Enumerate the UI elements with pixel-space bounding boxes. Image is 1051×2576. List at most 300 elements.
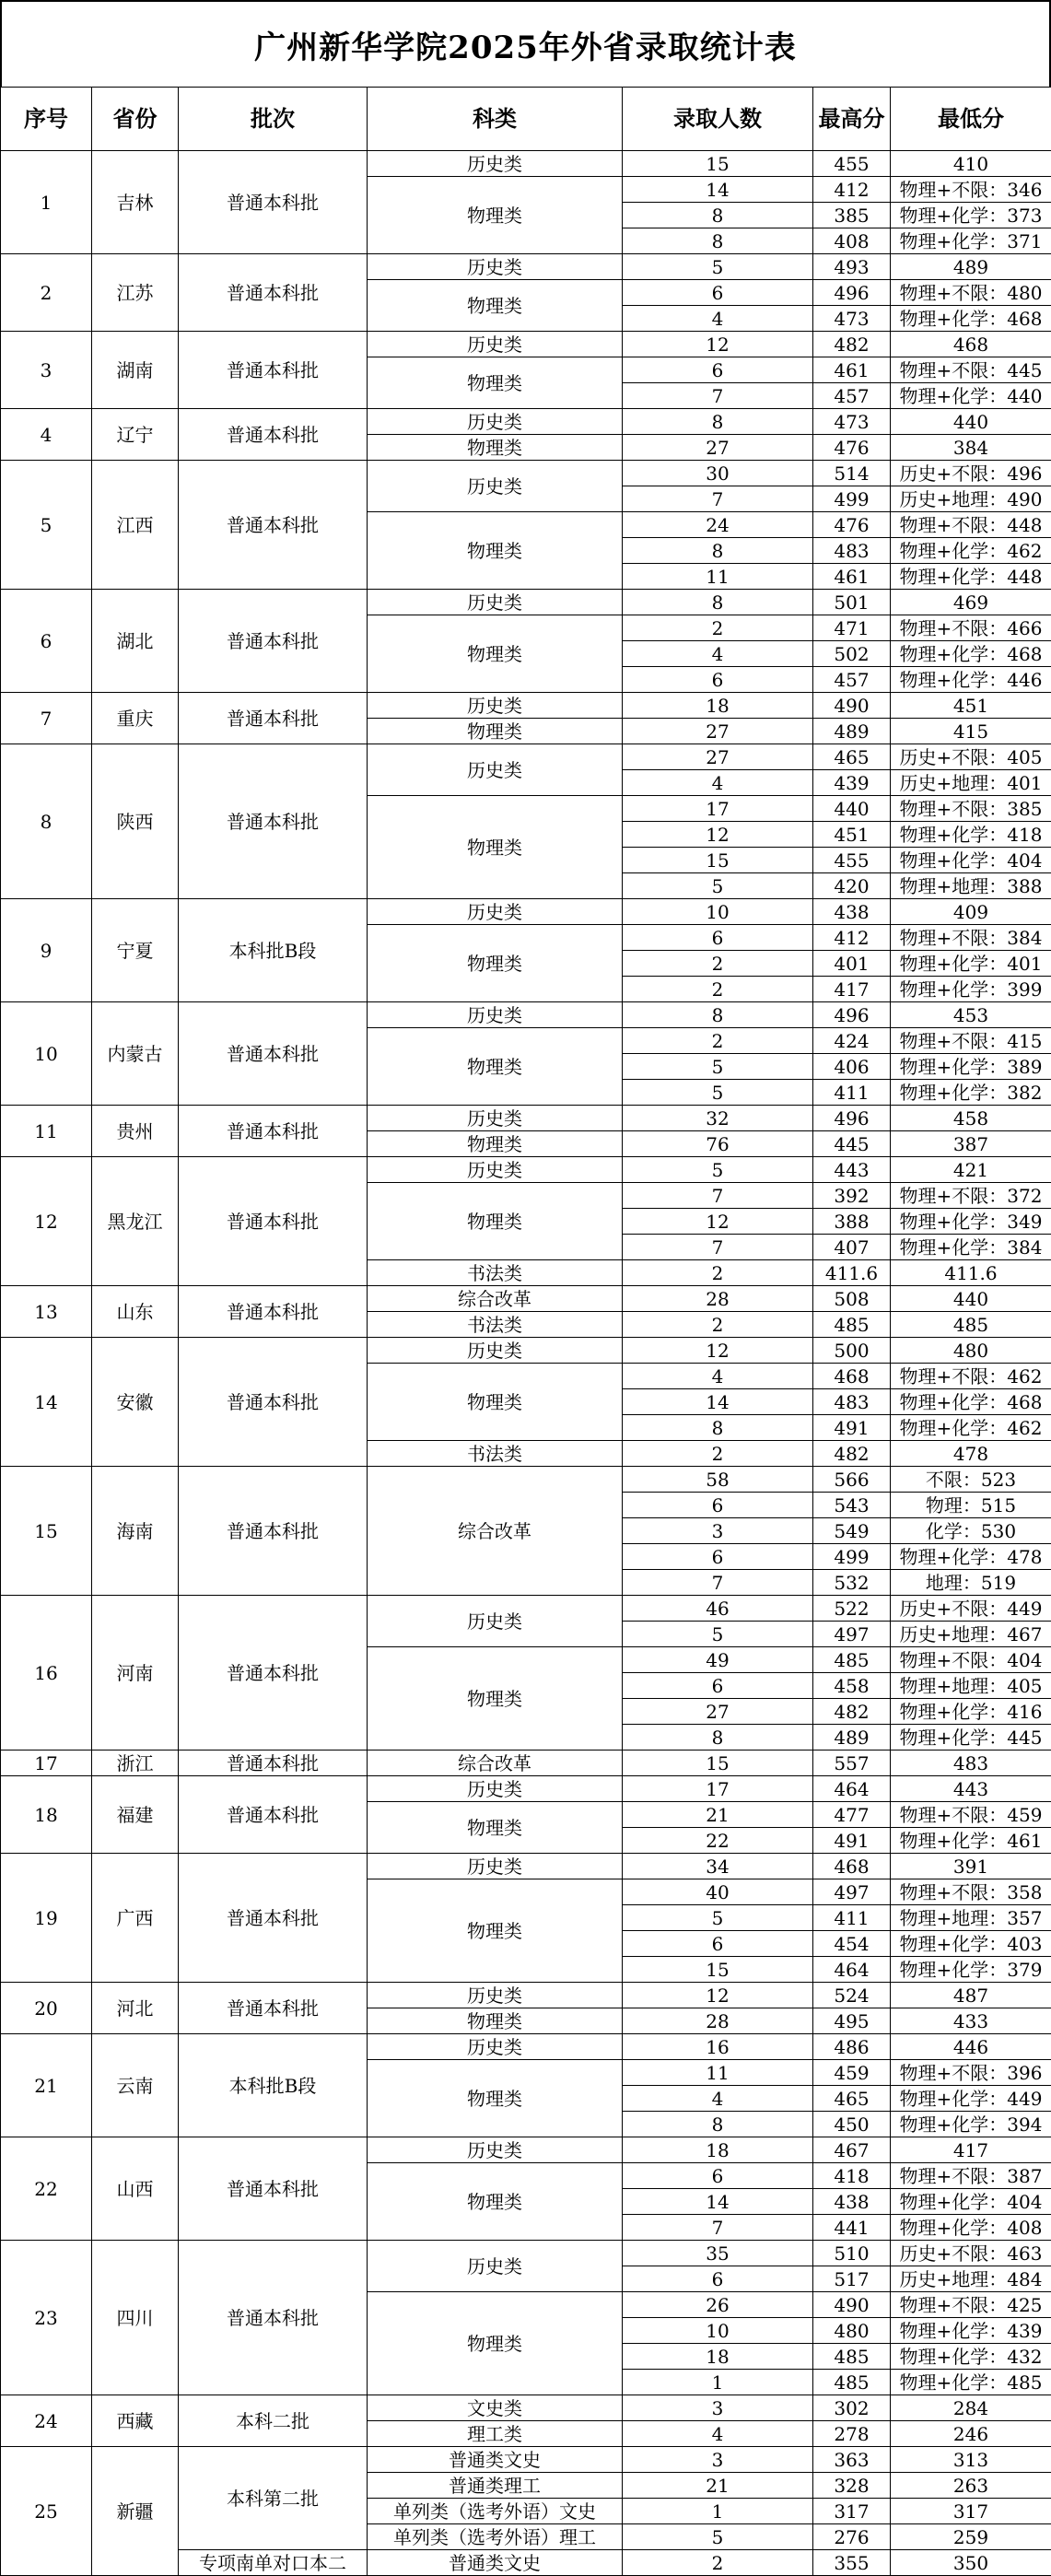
- table-row: [1, 2241, 1051, 2266]
- min-score-cell: 物理+不限：387: [891, 2163, 1051, 2189]
- min-score-cell: 480: [891, 1338, 1051, 1364]
- max-score-cell: 445: [813, 1131, 891, 1157]
- min-score-cell: 物理+化学：389: [891, 1054, 1051, 1080]
- count-cell: 8: [623, 590, 813, 615]
- max-score-cell: 468: [813, 1854, 891, 1879]
- min-score-cell: 物理+化学：394: [891, 2112, 1051, 2137]
- subject-cell: 物理类: [368, 925, 623, 1002]
- count-cell: 7: [623, 383, 813, 409]
- max-score-cell: 501: [813, 590, 891, 615]
- count-cell: 5: [623, 1054, 813, 1080]
- table-row: [1, 1596, 1051, 1622]
- count-cell: 35: [623, 2241, 813, 2266]
- batch-name: 普通本科批: [179, 1751, 368, 1776]
- table-row: [1, 899, 1051, 925]
- min-score-cell: 487: [891, 1983, 1051, 2008]
- subject-cell: 单列类（选考外语）文史: [368, 2499, 623, 2524]
- min-score-cell: 物理+不限：404: [891, 1647, 1051, 1673]
- count-cell: 18: [623, 2344, 813, 2370]
- count-cell: 4: [623, 641, 813, 667]
- max-score-cell: 417: [813, 977, 891, 1002]
- subject-cell: 历史类: [368, 693, 623, 719]
- count-cell: 2: [623, 1028, 813, 1054]
- subject-cell: 书法类: [368, 1441, 623, 1467]
- row-number: 3: [1, 332, 92, 409]
- max-score-cell: 499: [813, 1544, 891, 1570]
- count-cell: 27: [623, 744, 813, 770]
- table-row: [1, 1751, 1051, 1776]
- row-number: 1: [1, 151, 92, 254]
- max-score-cell: 496: [813, 1106, 891, 1131]
- max-score-cell: 497: [813, 1879, 891, 1905]
- max-score-cell: 411: [813, 1905, 891, 1931]
- min-score-cell: 物理+化学：449: [891, 2086, 1051, 2112]
- subject-cell: 物理类: [368, 1028, 623, 1106]
- max-score-cell: 485: [813, 1312, 891, 1338]
- subject-cell: 综合改革: [368, 1286, 623, 1312]
- max-score-cell: 411.6: [813, 1260, 891, 1286]
- min-score-cell: 物理+地理：357: [891, 1905, 1051, 1931]
- header-no: 序号: [1, 88, 92, 151]
- min-score-cell: 物理+化学：416: [891, 1699, 1051, 1725]
- count-cell: 24: [623, 512, 813, 538]
- row-number: 24: [1, 2395, 92, 2447]
- province-name: 湖北: [92, 590, 179, 693]
- count-cell: 28: [623, 2008, 813, 2034]
- min-score-cell: 478: [891, 1441, 1051, 1467]
- count-cell: 1: [623, 2370, 813, 2395]
- subject-cell: 普通类文史: [368, 2447, 623, 2473]
- max-score-cell: 455: [813, 151, 891, 177]
- count-cell: 27: [623, 1699, 813, 1725]
- min-score-cell: 246: [891, 2421, 1051, 2447]
- header-min-score: 最低分: [891, 88, 1051, 151]
- max-score-cell: 461: [813, 357, 891, 383]
- row-number: 17: [1, 1751, 92, 1776]
- table-row: [1, 1106, 1051, 1131]
- count-cell: 11: [623, 2060, 813, 2086]
- count-cell: 4: [623, 306, 813, 332]
- max-score-cell: 407: [813, 1235, 891, 1260]
- count-cell: 2: [623, 615, 813, 641]
- min-score-cell: 489: [891, 254, 1051, 280]
- subject-cell: 物理类: [368, 2163, 623, 2241]
- max-score-cell: 482: [813, 332, 891, 357]
- subject-cell: 物理类: [368, 615, 623, 693]
- max-score-cell: 355: [813, 2550, 891, 2576]
- count-cell: 26: [623, 2292, 813, 2318]
- count-cell: 76: [623, 1131, 813, 1157]
- subject-cell: 物理类: [368, 177, 623, 254]
- table-row: [1, 1286, 1051, 1312]
- min-score-cell: 物理+化学：373: [891, 203, 1051, 228]
- count-cell: 4: [623, 770, 813, 796]
- table-row: [1, 1854, 1051, 1879]
- max-score-cell: 418: [813, 2163, 891, 2189]
- count-cell: 8: [623, 1415, 813, 1441]
- header-subject: 科类: [368, 88, 623, 151]
- min-score-cell: 历史+地理：401: [891, 770, 1051, 796]
- batch-name: 普通本科批: [179, 254, 368, 332]
- count-cell: 7: [623, 1235, 813, 1260]
- subject-cell: 物理类: [368, 2060, 623, 2137]
- count-cell: 8: [623, 203, 813, 228]
- min-score-cell: 物理+不限：445: [891, 357, 1051, 383]
- min-score-cell: 313: [891, 2447, 1051, 2473]
- max-score-cell: 485: [813, 2370, 891, 2395]
- max-score-cell: 476: [813, 512, 891, 538]
- row-number: 5: [1, 461, 92, 590]
- max-score-cell: 566: [813, 1467, 891, 1493]
- province-name: 新疆: [92, 2447, 179, 2576]
- batch-name: 普通本科批: [179, 1157, 368, 1286]
- max-score-cell: 495: [813, 2008, 891, 2034]
- subject-cell: 书法类: [368, 1312, 623, 1338]
- subject-cell: 历史类: [368, 1776, 623, 1802]
- min-score-cell: 物理+化学：462: [891, 538, 1051, 564]
- count-cell: 49: [623, 1647, 813, 1673]
- count-cell: 2: [623, 951, 813, 977]
- min-score-cell: 历史+地理：490: [891, 486, 1051, 512]
- max-score-cell: 441: [813, 2215, 891, 2241]
- count-cell: 30: [623, 461, 813, 486]
- count-cell: 12: [623, 1209, 813, 1235]
- count-cell: 6: [623, 357, 813, 383]
- subject-cell: 物理类: [368, 719, 623, 744]
- max-score-cell: 471: [813, 615, 891, 641]
- max-score-cell: 420: [813, 873, 891, 899]
- subject-cell: 历史类: [368, 1106, 623, 1131]
- min-score-cell: 物理+化学：403: [891, 1931, 1051, 1957]
- max-score-cell: 480: [813, 2318, 891, 2344]
- table-row: [1, 693, 1051, 719]
- max-score-cell: 443: [813, 1157, 891, 1183]
- max-score-cell: 464: [813, 1957, 891, 1983]
- max-score-cell: 455: [813, 848, 891, 873]
- table-row: [1, 151, 1051, 177]
- min-score-cell: 433: [891, 2008, 1051, 2034]
- max-score-cell: 408: [813, 228, 891, 254]
- batch-name: 普通本科批: [179, 1467, 368, 1596]
- province-name: 河南: [92, 1596, 179, 1751]
- count-cell: 8: [623, 1725, 813, 1751]
- max-score-cell: 490: [813, 2292, 891, 2318]
- subject-cell: 物理类: [368, 1802, 623, 1854]
- province-name: 重庆: [92, 693, 179, 744]
- province-name: 云南: [92, 2034, 179, 2137]
- batch-name: 普通本科批: [179, 1776, 368, 1854]
- row-number: 4: [1, 409, 92, 461]
- count-cell: 27: [623, 435, 813, 461]
- min-score-cell: 物理+不限：372: [891, 1183, 1051, 1209]
- min-score-cell: 历史+不限：496: [891, 461, 1051, 486]
- max-score-cell: 483: [813, 1389, 891, 1415]
- province-name: 河北: [92, 1983, 179, 2034]
- min-score-cell: 物理+不限：462: [891, 1364, 1051, 1389]
- min-score-cell: 263: [891, 2473, 1051, 2499]
- subject-cell: 历史类: [368, 1002, 623, 1028]
- batch-name: 普通本科批: [179, 2137, 368, 2241]
- admission-table: [0, 87, 1051, 2576]
- subject-cell: 物理类: [368, 1879, 623, 1983]
- min-score-cell: 384: [891, 435, 1051, 461]
- row-number: 2: [1, 254, 92, 332]
- count-cell: 12: [623, 1338, 813, 1364]
- count-cell: 8: [623, 2112, 813, 2137]
- max-score-cell: 440: [813, 796, 891, 822]
- subject-cell: 历史类: [368, 461, 623, 512]
- table-row: [1, 2034, 1051, 2060]
- row-number: 18: [1, 1776, 92, 1854]
- count-cell: 6: [623, 1673, 813, 1699]
- max-score-cell: 363: [813, 2447, 891, 2473]
- count-cell: 27: [623, 719, 813, 744]
- min-score-cell: 物理+化学：461: [891, 1828, 1051, 1854]
- batch-name: 普通本科批: [179, 1854, 368, 1983]
- max-score-cell: 450: [813, 2112, 891, 2137]
- max-score-cell: 489: [813, 1725, 891, 1751]
- max-score-cell: 457: [813, 383, 891, 409]
- row-number: 22: [1, 2137, 92, 2241]
- count-cell: 4: [623, 2421, 813, 2447]
- min-score-cell: 物理+不限：459: [891, 1802, 1051, 1828]
- batch-name: 普通本科批: [179, 1106, 368, 1157]
- min-score-cell: 物理+化学：404: [891, 2189, 1051, 2215]
- min-score-cell: 物理+化学：462: [891, 1415, 1051, 1441]
- subject-cell: 物理类: [368, 2292, 623, 2395]
- subject-cell: 历史类: [368, 254, 623, 280]
- count-cell: 10: [623, 2318, 813, 2344]
- count-cell: 5: [623, 1622, 813, 1647]
- max-score-cell: 502: [813, 641, 891, 667]
- min-score-cell: 物理+化学：478: [891, 1544, 1051, 1570]
- batch-name: 普通本科批: [179, 590, 368, 693]
- min-score-cell: 411.6: [891, 1260, 1051, 1286]
- max-score-cell: 473: [813, 409, 891, 435]
- min-score-cell: 410: [891, 151, 1051, 177]
- max-score-cell: 451: [813, 822, 891, 848]
- batch-name: 本科批B段: [179, 2034, 368, 2137]
- header-count: 录取人数: [623, 88, 813, 151]
- count-cell: 2: [623, 977, 813, 1002]
- subject-cell: 物理类: [368, 435, 623, 461]
- min-score-cell: 物理+不限：385: [891, 796, 1051, 822]
- province-name: 内蒙古: [92, 1002, 179, 1106]
- table-body: [1, 151, 1051, 2576]
- count-cell: 17: [623, 1776, 813, 1802]
- batch-name: 普通本科批: [179, 151, 368, 254]
- count-cell: 22: [623, 1828, 813, 1854]
- subject-cell: 物理类: [368, 357, 623, 409]
- row-number: 15: [1, 1467, 92, 1596]
- subject-cell: 物理类: [368, 280, 623, 332]
- count-cell: 6: [623, 1544, 813, 1570]
- subject-cell: 历史类: [368, 151, 623, 177]
- max-score-cell: 468: [813, 1364, 891, 1389]
- count-cell: 6: [623, 667, 813, 693]
- min-score-cell: 物理+化学：448: [891, 564, 1051, 590]
- count-cell: 2: [623, 1312, 813, 1338]
- count-cell: 5: [623, 873, 813, 899]
- province-name: 湖南: [92, 332, 179, 409]
- min-score-cell: 不限：523: [891, 1467, 1051, 1493]
- row-number: 16: [1, 1596, 92, 1751]
- min-score-cell: 443: [891, 1776, 1051, 1802]
- max-score-cell: 302: [813, 2395, 891, 2421]
- subject-cell: 历史类: [368, 409, 623, 435]
- min-score-cell: 350: [891, 2550, 1051, 2576]
- subject-cell: 历史类: [368, 1157, 623, 1183]
- min-score-cell: 485: [891, 1312, 1051, 1338]
- min-score-cell: 物理+不限：346: [891, 177, 1051, 203]
- min-score-cell: 物理+化学：379: [891, 1957, 1051, 1983]
- min-score-cell: 历史+不限：449: [891, 1596, 1051, 1622]
- count-cell: 28: [623, 1286, 813, 1312]
- row-number: 11: [1, 1106, 92, 1157]
- count-cell: 5: [623, 254, 813, 280]
- subject-cell: 文史类: [368, 2395, 623, 2421]
- count-cell: 7: [623, 1183, 813, 1209]
- max-score-cell: 328: [813, 2473, 891, 2499]
- max-score-cell: 412: [813, 925, 891, 951]
- batch-name: 普通本科批: [179, 409, 368, 461]
- max-score-cell: 465: [813, 2086, 891, 2112]
- min-score-cell: 468: [891, 332, 1051, 357]
- count-cell: 40: [623, 1879, 813, 1905]
- max-score-cell: 489: [813, 719, 891, 744]
- count-cell: 2: [623, 1260, 813, 1286]
- table-row: [1, 409, 1051, 435]
- batch-name: 普通本科批: [179, 1596, 368, 1751]
- min-score-cell: 440: [891, 1286, 1051, 1312]
- max-score-cell: 499: [813, 486, 891, 512]
- count-cell: 16: [623, 2034, 813, 2060]
- subject-cell: 历史类: [368, 590, 623, 615]
- batch-name: 专项南单对口本二: [179, 2550, 368, 2576]
- min-score-cell: 317: [891, 2499, 1051, 2524]
- min-score-cell: 物理+化学：371: [891, 228, 1051, 254]
- subject-cell: 物理类: [368, 796, 623, 899]
- count-cell: 6: [623, 1931, 813, 1957]
- row-number: 19: [1, 1854, 92, 1983]
- max-score-cell: 412: [813, 177, 891, 203]
- max-score-cell: 317: [813, 2499, 891, 2524]
- min-score-cell: 451: [891, 693, 1051, 719]
- row-number: 8: [1, 744, 92, 899]
- min-score-cell: 物理+化学：382: [891, 1080, 1051, 1106]
- count-cell: 8: [623, 1002, 813, 1028]
- count-cell: 6: [623, 1493, 813, 1518]
- batch-name: 本科批B段: [179, 899, 368, 1002]
- max-score-cell: 482: [813, 1441, 891, 1467]
- row-number: 23: [1, 2241, 92, 2395]
- count-cell: 10: [623, 899, 813, 925]
- min-score-cell: 446: [891, 2034, 1051, 2060]
- max-score-cell: 514: [813, 461, 891, 486]
- subject-cell: 普通类文史: [368, 2550, 623, 2576]
- min-score-cell: 历史+地理：467: [891, 1622, 1051, 1647]
- min-score-cell: 物理+化学：445: [891, 1725, 1051, 1751]
- count-cell: 4: [623, 2086, 813, 2112]
- count-cell: 6: [623, 925, 813, 951]
- batch-name: 普通本科批: [179, 1983, 368, 2034]
- max-score-cell: 465: [813, 744, 891, 770]
- province-name: 吉林: [92, 151, 179, 254]
- min-score-cell: 物理+不限：358: [891, 1879, 1051, 1905]
- count-cell: 15: [623, 848, 813, 873]
- min-score-cell: 化学：530: [891, 1518, 1051, 1544]
- max-score-cell: 508: [813, 1286, 891, 1312]
- max-score-cell: 424: [813, 1028, 891, 1054]
- max-score-cell: 438: [813, 2189, 891, 2215]
- count-cell: 6: [623, 2163, 813, 2189]
- batch-name: 普通本科批: [179, 693, 368, 744]
- min-score-cell: 物理+化学：485: [891, 2370, 1051, 2395]
- min-score-cell: 421: [891, 1157, 1051, 1183]
- min-score-cell: 历史+地理：484: [891, 2266, 1051, 2292]
- max-score-cell: 454: [813, 1931, 891, 1957]
- count-cell: 3: [623, 1518, 813, 1544]
- count-cell: 3: [623, 2447, 813, 2473]
- max-score-cell: 467: [813, 2137, 891, 2163]
- count-cell: 32: [623, 1106, 813, 1131]
- min-score-cell: 259: [891, 2524, 1051, 2550]
- table-row: [1, 461, 1051, 486]
- min-score-cell: 415: [891, 719, 1051, 744]
- row-number: 13: [1, 1286, 92, 1338]
- min-score-cell: 物理+化学：401: [891, 951, 1051, 977]
- province-name: 黑龙江: [92, 1157, 179, 1286]
- subject-cell: 物理类: [368, 1364, 623, 1441]
- count-cell: 5: [623, 2524, 813, 2550]
- max-score-cell: 438: [813, 899, 891, 925]
- max-score-cell: 278: [813, 2421, 891, 2447]
- min-score-cell: 历史+不限：405: [891, 744, 1051, 770]
- province-name: 安徽: [92, 1338, 179, 1467]
- count-cell: 8: [623, 538, 813, 564]
- min-score-cell: 物理+化学：384: [891, 1235, 1051, 1260]
- min-score-cell: 物理+不限：448: [891, 512, 1051, 538]
- count-cell: 12: [623, 1983, 813, 2008]
- min-score-cell: 物理+化学：349: [891, 1209, 1051, 1235]
- batch-name: 本科二批: [179, 2395, 368, 2447]
- max-score-cell: 401: [813, 951, 891, 977]
- subject-cell: 历史类: [368, 1338, 623, 1364]
- table-row: [1, 2137, 1051, 2163]
- row-number: 6: [1, 590, 92, 693]
- table-row: [1, 1776, 1051, 1802]
- min-score-cell: 物理+化学：468: [891, 1389, 1051, 1415]
- count-cell: 2: [623, 2550, 813, 2576]
- min-score-cell: 物理+化学：468: [891, 306, 1051, 332]
- count-cell: 2: [623, 1441, 813, 1467]
- table-row: [1, 1157, 1051, 1183]
- province-name: 海南: [92, 1467, 179, 1596]
- subject-cell: 综合改革: [368, 1751, 623, 1776]
- max-score-cell: 491: [813, 1828, 891, 1854]
- row-number: 20: [1, 1983, 92, 2034]
- count-cell: 6: [623, 280, 813, 306]
- batch-name: 普通本科批: [179, 332, 368, 409]
- min-score-cell: 物理+化学：418: [891, 822, 1051, 848]
- max-score-cell: 406: [813, 1054, 891, 1080]
- min-score-cell: 物理+不限：396: [891, 2060, 1051, 2086]
- batch-name: 普通本科批: [179, 744, 368, 899]
- province-name: 西藏: [92, 2395, 179, 2447]
- max-score-cell: 543: [813, 1493, 891, 1518]
- batch-name: 普通本科批: [179, 461, 368, 590]
- min-score-cell: 469: [891, 590, 1051, 615]
